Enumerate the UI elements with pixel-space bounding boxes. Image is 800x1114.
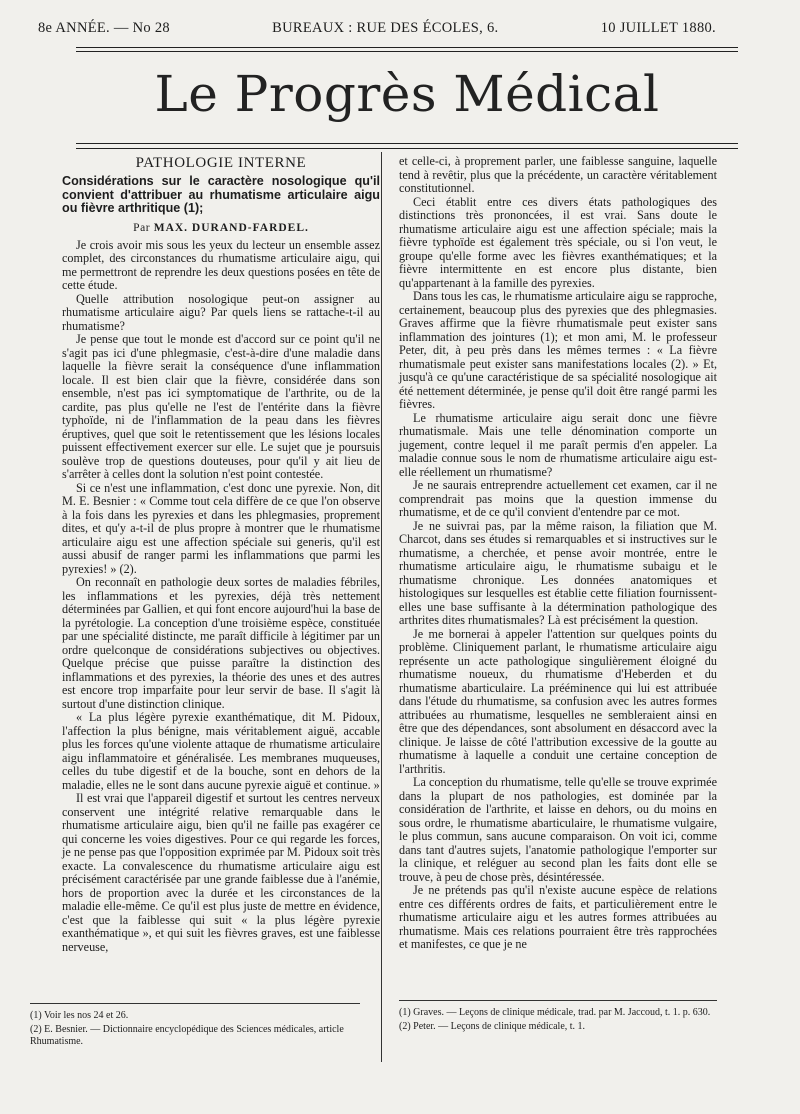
header-rule-thin bbox=[76, 51, 738, 52]
paragraph: Ceci établit entre ces divers états pathologiques des distinctions très prononcées, il est vrai. Sans doute le rhumatisme articulaire aigu est une affection spéciale; mais la fièvre typhoïde est également très spéciale, ou si l'on veut, le groupe qu'elle forme avec les fièvres exanthématiques; et la fièvre intermittente en est encore plus distante, bien qu'appartenant à la famille des pyrexies. bbox=[399, 194, 717, 290]
masthead-title: Le Progrès Médical bbox=[154, 65, 660, 123]
footnote: (2) Peter. — Leçons de clinique médicale, t. 1. bbox=[399, 1021, 586, 1032]
byline bbox=[62, 222, 380, 234]
paragraph: Je me bornerai à appeler l'attention sur quelques points du problème. Cliniquement parlant, le rhumatisme articulaire aigu représente un acte pathologique singulièrement éloigné du rhumatisme noueux, du rhumatisme d'Heberden et du rhumatisme abarticulaire. La prééminence qui lui est attribuée dans l'étude du rhumatisme, sa confusion avec les autres formes attribuées au rhumatisme, lesquelles ne sembleraient ainsi en être que des dépendances, sont absolument en désaccord avec la clinique. Je laisse de côté l'attribution excessive de la goutte au rhumatisme à laquelle a conduit une certaine conception de l'arthritis. bbox=[399, 626, 717, 776]
paragraph: Je pense que tout le monde est d'accord sur ce point qu'il ne s'agit pas ici d'une phlegmasie, c'est-à-dire d'une maladie dans laquelle la fièvre serait la conséquence d'une inflammation locale. Il est bien clair que la fièvre, considérée dans son ensemble, n'est pas ici symptomatique de l'arthrite, ou de la cardite, pas plus qu'elle ne l'est de l'entérite dans la fièvre typhoïde, ni de l'inflammation de la peau dans les fièvres éruptives, quel que soit le retentissement que les lésions locales puissent effectivement exercer sur elle. Le sujet que je poursuis soulève trop de questions douteuses, pour qu'il y ait lieu de s'arrêter à celles dont la solution n'est point contestée. bbox=[62, 332, 380, 481]
column-separator bbox=[381, 152, 382, 1062]
issue-date: 10 JUILLET 1880. bbox=[600, 20, 716, 36]
left-footnotes bbox=[30, 1003, 360, 1050]
footnote: (1) Voir les nos 24 et 26. bbox=[30, 1010, 129, 1021]
paragraph: et celle-ci, à proprement parler, une faiblesse sanguine, laquelle tend à revêtir, plus que la précédente, un caractère véritablement constitutionnel. bbox=[399, 154, 717, 195]
paragraph: On reconnaît en pathologie deux sortes de maladies fébriles, les inflammations et les pyrexies, déjà très nettement déterminées par Gallien, et qui font encore aujourd'hui la base de la pyrétologie. La conception d'une troisième espèce, constituée par une spécialité distincte, me paraît difficile à légitimer par un ordre quelconque de considérations subjectives ou objectives. Quelque précise que puisse paraître la distinction des inflammations et des pyrexies, la théorie des unes et des autres est encore trop imparfaite pour leur servir de base. Il s'agit là surtout d'une distinction clinique. bbox=[62, 575, 380, 711]
footnote-rule bbox=[399, 1000, 717, 1001]
header-rule bbox=[76, 47, 738, 48]
right-footnotes bbox=[399, 1000, 717, 1035]
paragraph: Je ne suivrai pas, par la même raison, la filiation que M. Charcot, dans ses études si remarquables et si instructives sur le rhumatisme, a cherchée, et pense avoir montrée, entre le rhumatisme articulaire aigu, le rhumatisme subaigu et le rhumatisme chronique. Les données anatomiques et histologiques sur lesquelles est établie cette filiation fournissent-elles une base suffisante à la détermination pathologique des arthrites dites rhumatismales? Là est précisément la question. bbox=[399, 518, 717, 627]
footnote: (2) E. Besnier. — Dictionnaire encyclopédique des Sciences médicales, article Rhumatisme. bbox=[30, 1024, 344, 1047]
paragraph: « La plus légère pyrexie exanthématique, dit M. Pidoux, l'affection la plus bénigne, mais véritablement aiguë, accable plus les forces qu'une violente attaque de rhumatisme articulaire aigu inflammatoire et généralisée. Les membranes muqueuses, celles du tube digestif et de la bouche, sont en dehors de la maladie, elles ne le sont dans aucune pyrexie aiguë et continue. » bbox=[62, 710, 380, 792]
masthead-rule bbox=[76, 143, 738, 144]
paragraph: Il est vrai que l'appareil digestif et surtout les centres nerveux conservent une intégrité relative remarquable dans le rhumatisme articulaire aigu, bien qu'il ne faille pas exagérer ce qui concerne les voies digestives. Pour ce qui regarde les forces, je ne pense pas que l'opposition exprimée par M. Pidoux soit très exacte. La convalescence du rhumatisme articulaire aigu est précisément caractérisée par une grande faiblesse due à l'anémie, hors de proportion avec la durée et les circonstances de la maladie elle-même. Ce qu'il est plus juste de mettre en évidence, c'est que la faiblesse qui suit « la plus légère pyrexie exanthématique », et qui suit les fièvres graves, est une faiblesse nerveuse, bbox=[62, 791, 380, 954]
issue-number: 8e ANNÉE. — No 28 bbox=[38, 20, 170, 36]
footnote-rule bbox=[30, 1003, 360, 1004]
header-line bbox=[38, 20, 716, 37]
paragraph: Quelle attribution nosologique peut-on assigner au rhumatisme articulaire aigu? Par quels liens se rattache-t-il au rhumatisme? bbox=[62, 291, 380, 333]
byline-author: MAX. DURAND-FARDEL. bbox=[153, 221, 309, 234]
footnote: (1) Graves. — Leçons de clinique médicale, trad. par M. Jaccoud, t. 1. p. 630. bbox=[399, 1007, 711, 1018]
left-column bbox=[62, 155, 380, 954]
paragraph: Je ne prétends pas qu'il n'existe aucune espèce de relations entre ces différents ordres de faits, et particulièrement entre le rhumatisme articulaire aigu et les autres formes attribuées au rhumatisme. Mais ces relations pourraient être très rapprochées et manifestes, ce que je ne bbox=[399, 883, 717, 951]
byline-par: Par bbox=[133, 221, 151, 234]
paragraph: Le rhumatisme articulaire aigu serait donc une fièvre rhumatismale. Mais une telle dénomination comporte un jugement, contre lequel il me paraît permis d'en appeler. La maladie connue sous le nom de rhumatisme articulaire aigu est-elle réellement un rhumatisme? bbox=[399, 410, 717, 479]
paragraph: Je ne saurais entreprendre actuellement cet examen, car il ne comprendrait pas moins que la question immense du rhumatisme, et de ce qu'il convient d'entendre par ce mot. bbox=[399, 478, 717, 519]
right-column bbox=[399, 155, 717, 952]
paragraph: Dans tous les cas, le rhumatisme articulaire aigu se rapproche, certainement, beaucoup plus des pyrexies que des phlegmasies. Graves affirme que la fièvre rhumatismale peut exister sans inflammation des jointures (1); et mon ami, M. le professeur Peter, dit, à peu près dans les mêmes termes : « La fièvre rhumatismale peut exister sans manifestations locales (2). » Et, jusqu'à ce qu'une caractéristique de sa spécialité nosologique ait été nettement déterminée, je pense qu'il doit être rangé parmi les fièvres. bbox=[399, 289, 717, 411]
section-title: PATHOLOGIE INTERNE bbox=[135, 155, 307, 171]
office-address: BUREAUX : RUE DES ÉCOLES, 6. bbox=[272, 20, 499, 36]
article-title: Considérations sur le caractère nosologique qu'il convient d'attribuer au rhumatisme articulaire aigu ou fièvre arthritique (1); bbox=[62, 174, 380, 215]
paragraph: Je crois avoir mis sous les yeux du lecteur un ensemble assez complet, des circonstances du rhumatisme articulaire aigu, qui me permettront de reprendre les deux questions posées en tête de cette étude. bbox=[62, 237, 380, 292]
masthead-rule-thin bbox=[76, 148, 738, 149]
paragraph: La conception du rhumatisme, telle qu'elle se trouve exprimée dans la plupart de nos pathologies, est dominée par la considération de l'arthrite, et laisse en dehors, ou du moins en sous ordre, le rhumatisme abarticulaire, le rhumatisme vulgaire, le plus commun, sans aucune comparaison. On voit ici, comme dans tant d'autres sujets, l'anatomie pathologique l'emporter sur la clinique, et reléguer au second plan les faits dont elle se trouve, à peu de chose près, désintéressée. bbox=[399, 775, 717, 884]
paragraph: Si ce n'est une inflammation, c'est donc une pyrexie. Non, dit M. E. Besnier : « Comme tout cela diffère de ce que l'on observe à la fois dans les pyrexies et dans les phlegmasies, proprement dites, et qu'y a-t-il de plus propre à montrer que le rhumatisme articulaire aigu est une affection spéciale sui generis, qu'il est aussi abusif de ranger parmi les inflammations que parmi les pyrexies! » (2). bbox=[62, 480, 380, 576]
